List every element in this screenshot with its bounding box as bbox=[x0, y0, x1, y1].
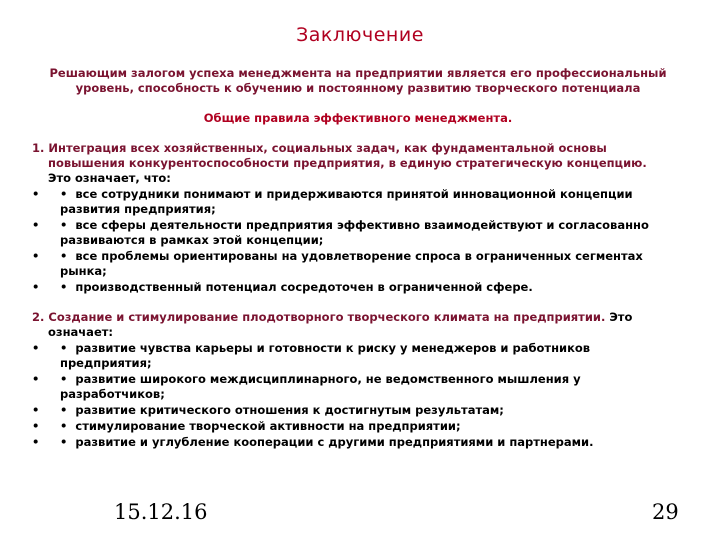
intro-paragraph: Решающим залогом успеха менеджмента на предприятии является его профессиональный уровень, способность к обучению и постоянному развитию творческого потенциала bbox=[49, 66, 667, 95]
list-item bbox=[32, 435, 684, 450]
list-item bbox=[32, 341, 684, 371]
bullet-icon: • bbox=[32, 187, 40, 201]
list-item-text: развитие и углубление кооперации с другими предприятиями и партнерами. bbox=[75, 435, 594, 449]
inner-bullet-icon: • bbox=[60, 249, 68, 263]
inner-bullet-icon: • bbox=[60, 341, 68, 355]
list-item-text: все сферы деятельности предприятия эффективно взаимодействуют и согласованно развиваются в рамках этой концепции; bbox=[60, 218, 649, 247]
bullet-icon: • bbox=[32, 403, 40, 417]
list-item bbox=[32, 249, 684, 279]
bullet-icon: • bbox=[32, 435, 40, 449]
bullet-icon: • bbox=[32, 419, 40, 433]
rules-subtitle: Общие правила эффективного менеджмента. bbox=[203, 111, 513, 125]
inner-bullet-icon: • bbox=[60, 187, 68, 201]
list-item bbox=[32, 218, 684, 248]
inner-bullet-icon: • bbox=[60, 280, 68, 294]
inner-bullet-icon: • bbox=[60, 372, 68, 386]
section-heading-line1: 2. Создание и стимулирование плодотворного творческого климата на предприятии. bbox=[32, 310, 606, 324]
inner-bullet-icon: • bbox=[60, 419, 68, 433]
list-item bbox=[32, 419, 684, 434]
section-creative-climate bbox=[32, 310, 684, 450]
section-heading-line2: повышения конкурентоспособности предприятия, в единую стратегическую концепцию. bbox=[48, 156, 647, 170]
list-item bbox=[32, 280, 684, 295]
bullet-icon: • bbox=[32, 372, 40, 386]
slide-title: Заключение bbox=[296, 24, 424, 46]
inner-bullet-icon: • bbox=[60, 218, 68, 232]
list-item-text: развитие широкого междисциплинарного, не ведомственного мышления у разработчиков; bbox=[60, 372, 581, 401]
bullet-icon: • bbox=[32, 341, 40, 355]
list-item-text: стимулирование творческой активности на предприятии; bbox=[75, 419, 461, 433]
list-item bbox=[32, 403, 684, 418]
list-item-text: производственный потенциал сосредоточен в ограниченной сфере. bbox=[75, 280, 533, 294]
section-integration bbox=[32, 141, 684, 295]
list-item-text: развитие критического отношения к достигнутым результатам; bbox=[75, 403, 504, 417]
slide-content bbox=[32, 66, 684, 450]
list-item bbox=[32, 187, 684, 217]
section-heading bbox=[32, 310, 684, 340]
section-list bbox=[32, 341, 684, 450]
section-heading-line1: 1. Интеграция всех хозяйственных, социальных задач, как фундаментальной основы bbox=[32, 141, 607, 155]
section-heading-inline: Это bbox=[609, 310, 633, 324]
list-item-text: все проблемы ориентированы на удовлетворение спроса в ограниченных сегментах рынка; bbox=[60, 249, 643, 278]
page-number: 29 bbox=[652, 500, 679, 524]
list-item-text: развитие чувства карьеры и готовности к риску у менеджеров и работников предприятия; bbox=[60, 341, 591, 370]
bullet-icon: • bbox=[32, 280, 40, 294]
inner-bullet-icon: • bbox=[60, 435, 68, 449]
inner-bullet-icon: • bbox=[60, 403, 68, 417]
section-heading-rest: означает: bbox=[48, 325, 114, 339]
slide-date: 15.12.16 bbox=[114, 500, 208, 524]
list-item-text: все сотрудники понимают и придерживаются принятой инновационной концепции развития предприятия; bbox=[60, 187, 633, 216]
bullet-icon: • bbox=[32, 249, 40, 263]
section-heading bbox=[32, 141, 684, 186]
section-heading-rest: Это означает, что: bbox=[48, 171, 171, 185]
bullet-icon: • bbox=[32, 218, 40, 232]
list-item bbox=[32, 372, 684, 402]
section-list bbox=[32, 187, 684, 295]
